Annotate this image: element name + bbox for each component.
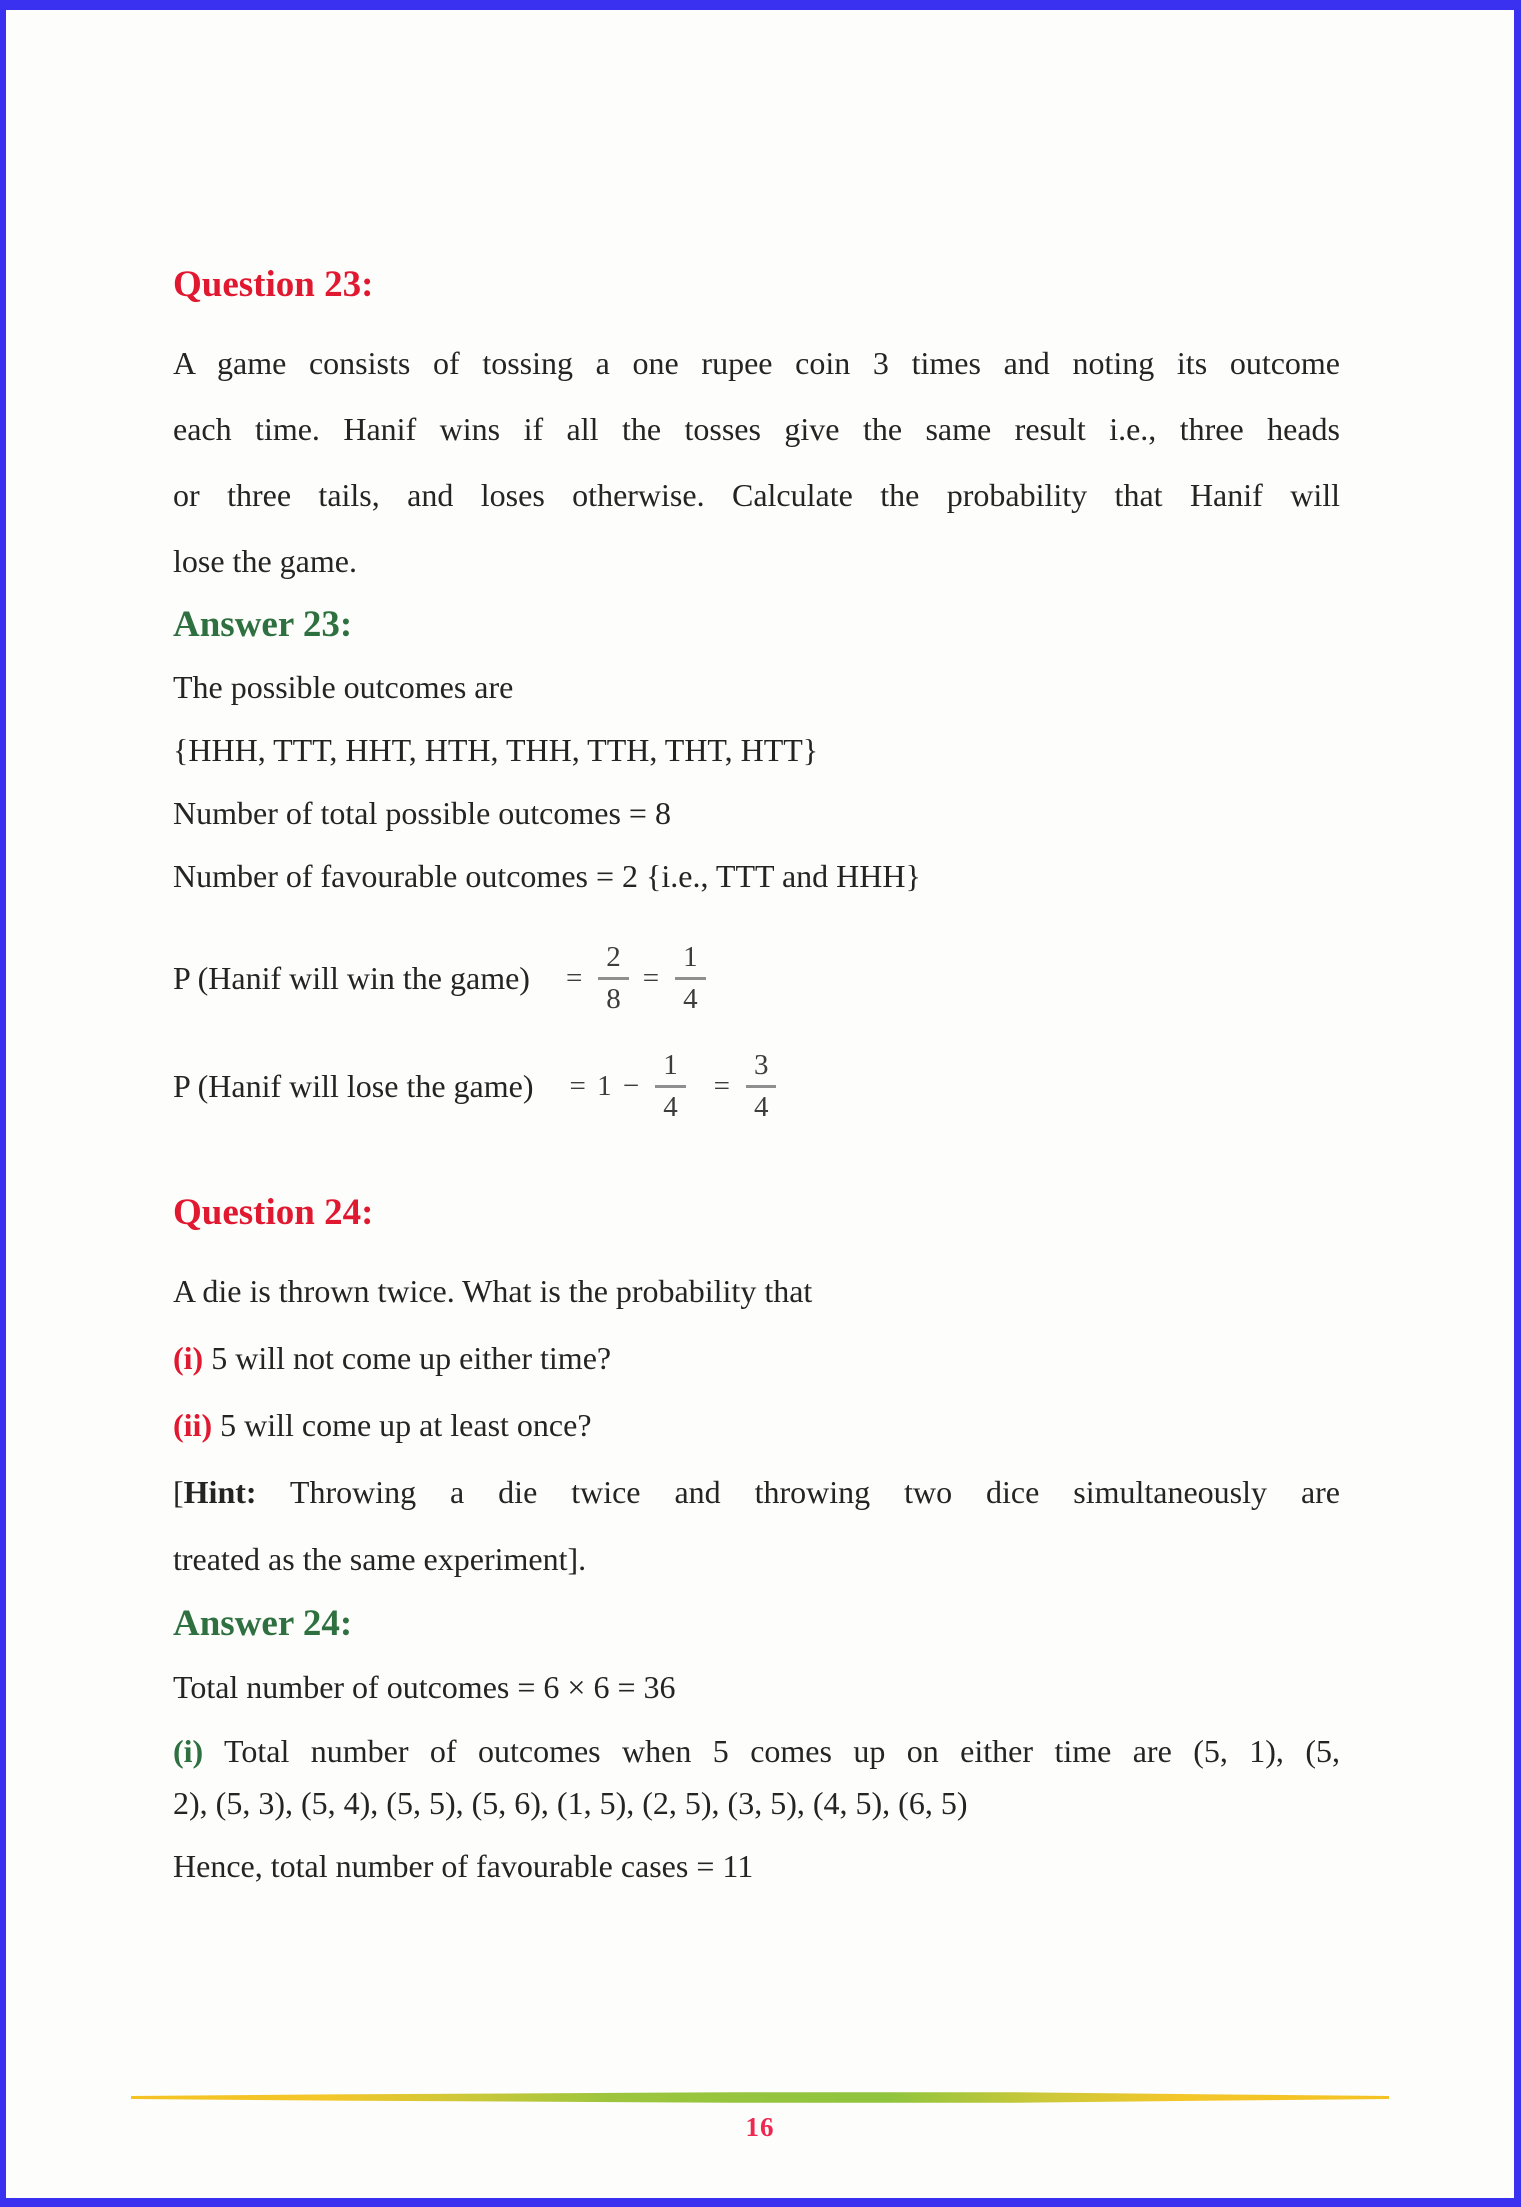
page-number: 16 [745,2112,775,2142]
question-24-heading: Question 24: [173,1192,374,1233]
fraction [598,942,628,1014]
fraction-denominator: 4 [663,1090,678,1123]
equation-math [558,942,712,1014]
text-line: {HHH, TTT, HHT, HTH, THH, TTH, THT, HTT} [173,732,819,768]
hint-line-1 [173,1459,1340,1526]
fraction-denominator: 4 [753,1090,769,1123]
text-line: The possible outcomes are [173,669,514,705]
fraction [746,1050,776,1122]
fraction-numerator: 1 [683,941,698,974]
fraction-numerator: 3 [753,1049,769,1082]
fraction-denominator: 8 [606,982,621,1015]
question-24-item-2 [173,1392,1340,1459]
item-marker: (ii) [173,1407,213,1443]
hint-label: Hint: [183,1474,257,1510]
bracket: [ [173,1474,184,1510]
item-marker: (i) [173,1733,204,1769]
text-line: Number of total possible outcomes = 8 [173,795,671,831]
text-line: lose the game. [173,543,357,579]
text-line: or three tails, and loses otherwise. Calculate the probability that Hanif will [173,477,1340,513]
answer-23-lines [173,656,1340,908]
item-text: 5 will come up at least once? [220,1407,592,1443]
text-line: A game consists of tossing a one rupee coin 3 times and noting its outcome [173,345,1340,381]
fraction [655,1050,685,1122]
equation-math [562,1050,783,1122]
fraction-bar [598,977,628,980]
fraction [675,942,705,1014]
text-line: each time. Hanif wins if all the tosses give the same result i.e., three heads [173,411,1340,447]
fraction-bar [746,1085,776,1088]
page-footer [6,2092,1514,2143]
question-24-intro: A die is thrown twice. What is the probability that [173,1273,813,1309]
item-marker: (i) [173,1340,204,1376]
question-23-heading: Question 23: [173,264,374,305]
answer-24-heading: Answer 24: [173,1603,353,1644]
equals-sign: = [713,1069,733,1102]
fraction-denominator: 4 [683,982,698,1015]
text-line [173,1725,1340,1777]
fraction-bar [655,1085,685,1088]
equals-sign: = [565,961,585,994]
fraction-numerator: 1 [663,1049,678,1082]
item-text: Total number of outcomes when 5 comes up on either time are (5, 1), (5, [224,1733,1341,1769]
text-line: 2), (5, 3), (5, 4), (5, 5), (5, 6), (1, 5), (2, 5), (3, 5), (4, 5), (6, 5) [173,1785,968,1821]
equation-label: P (Hanif will win the game) [173,959,530,996]
question-24-item-1 [173,1325,1340,1392]
item-text: 5 will not come up either time? [211,1340,612,1376]
question-24-section [173,1190,1340,1593]
fraction-numerator: 2 [606,941,621,974]
page-content [6,10,1514,1897]
equals-sign: = [642,961,662,994]
hint-line-2: treated as the same experiment]. [173,1541,587,1577]
probability-lose-equation [173,1038,1340,1134]
question-23-paragraph [173,330,1340,594]
decorative-ribbon-divider [131,2092,1389,2103]
answer-24-hence-line: Hence, total number of favourable cases = 11 [173,1848,754,1884]
hint-text: Throwing a die twice and throwing two dice simultaneously are [289,1474,1341,1510]
text-line: Number of favourable outcomes = 2 {i.e., TTT and HHH} [173,858,921,894]
answer-23-heading: Answer 23: [173,604,353,645]
probability-win-equation [173,930,1340,1026]
answer-24-total-line: Total number of outcomes = 6 × 6 = 36 [173,1669,676,1705]
fraction-bar [675,977,705,980]
equation-label: P (Hanif will lose the game) [173,1067,534,1104]
equals-one-minus: = 1 − [569,1069,642,1102]
answer-24-item-1 [173,1725,1340,1829]
